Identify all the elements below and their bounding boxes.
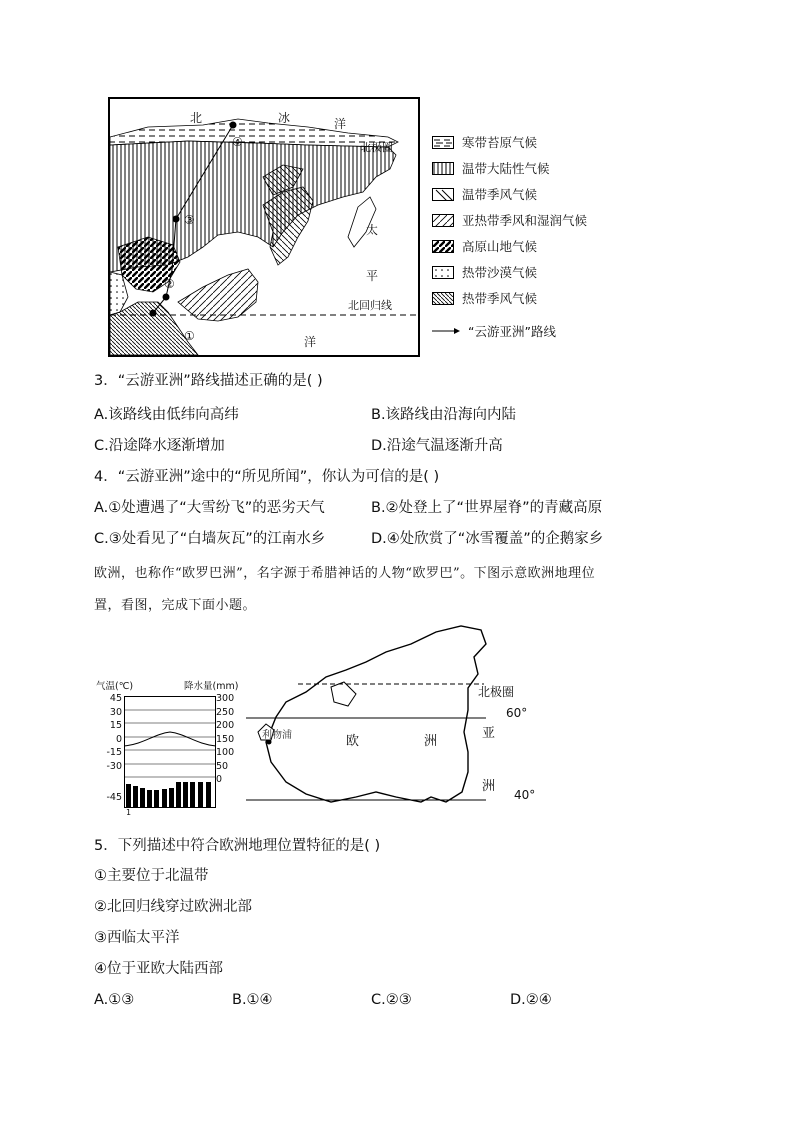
q5-statement-1: ①主要位于北温带 bbox=[94, 868, 209, 884]
legend-item-route bbox=[432, 322, 556, 340]
legend-item-tropical-monsoon bbox=[432, 289, 537, 307]
asia-climate-map bbox=[108, 97, 420, 357]
europe-map-graphic bbox=[236, 622, 546, 822]
q3-option-b[interactable]: B.该路线由沿海向内陆 bbox=[371, 407, 517, 423]
legend-label: 寒带苔原气候 bbox=[462, 135, 538, 150]
slash-pattern-icon bbox=[432, 214, 454, 227]
legend-label: 亚热带季风和湿润气候 bbox=[462, 213, 588, 228]
q3-option-c[interactable]: C.沿途降水逐渐增加 bbox=[94, 438, 225, 454]
legend-label: “云游亚洲”路线 bbox=[468, 324, 556, 339]
x-first-tick: 1 bbox=[126, 808, 132, 817]
tundra-pattern-icon bbox=[432, 136, 454, 149]
legend-item-tundra bbox=[432, 133, 537, 151]
label-tai: 太 bbox=[366, 223, 379, 237]
label-bing: 冰 bbox=[278, 111, 291, 125]
temp-tick: -45 bbox=[106, 792, 122, 803]
label-yang-top: 洋 bbox=[334, 117, 347, 131]
label-ping: 平 bbox=[366, 269, 379, 283]
q5-stem: 5．下列描述中符合欧洲地理位置特征的是( ) bbox=[94, 838, 381, 854]
arctic-circle-label: 北极圈 bbox=[478, 685, 515, 699]
europe-map bbox=[236, 622, 546, 822]
precip-tick: 100 bbox=[216, 747, 235, 758]
q5-option-c[interactable]: C.②③ bbox=[371, 992, 412, 1008]
label-arctic-circle: 北极圈 bbox=[360, 141, 393, 154]
precip-tick: 250 bbox=[216, 706, 235, 718]
q5-option-a[interactable]: A.①③ bbox=[94, 992, 135, 1008]
liverpool-label: 利物浦 bbox=[262, 730, 292, 741]
climate-chart-plot bbox=[124, 696, 216, 808]
q3-option-d[interactable]: D.沿途气温逐渐升高 bbox=[371, 438, 503, 454]
arrow-icon bbox=[432, 326, 460, 336]
temp-tick: 30 bbox=[109, 706, 122, 718]
q5-statement-4: ④位于亚欧大陆西部 bbox=[94, 961, 223, 977]
precip-axis-label: 降水量(mm) bbox=[184, 681, 239, 692]
legend-item-plateau bbox=[432, 237, 537, 255]
temp-axis-label: 气温(℃) bbox=[96, 681, 134, 692]
legend-label: 温带季风气候 bbox=[462, 187, 538, 202]
q4-option-d[interactable]: D.④处欣赏了“冰雪覆盖”的企鹅家乡 bbox=[371, 531, 604, 547]
dots-pattern-icon bbox=[432, 266, 454, 279]
temp-tick: 15 bbox=[109, 720, 122, 731]
zhou-label-2: 洲 bbox=[482, 779, 496, 794]
q4-option-c[interactable]: C.③处看见了“白墙灰瓦”的江南水乡 bbox=[94, 531, 326, 547]
legend-item-desert bbox=[432, 263, 537, 281]
q4-stem: 4．“云游亚洲”途中的“所见所闻”，你认为可信的是( ) bbox=[94, 469, 440, 485]
lat-40-label: 40° bbox=[514, 788, 536, 802]
label-tropic-cancer: 北回归线 bbox=[348, 299, 392, 312]
passage-line-2: 置，看图，完成下面小题。 bbox=[94, 598, 257, 613]
lat-60-label: 60° bbox=[506, 706, 528, 720]
legend-item-temperate-continental bbox=[432, 159, 550, 177]
label-bei: 北 bbox=[190, 111, 203, 125]
q4-option-b[interactable]: B.②处登上了“世界屋脊”的青藏高原 bbox=[371, 500, 603, 516]
temp-ticks bbox=[102, 692, 122, 805]
legend-item-temperate-monsoon bbox=[432, 185, 537, 203]
passage-line-1: 欧洲，也称作“欧罗巴洲”，名字源于希腊神话的人物“欧罗巴”。下图示意欧洲地理位 bbox=[94, 566, 596, 581]
temp-tick: 45 bbox=[109, 693, 122, 704]
precip-tick: 200 bbox=[216, 720, 235, 731]
q3-option-a[interactable]: A.该路线由低纬向高纬 bbox=[94, 407, 239, 423]
thick-slash-pattern-icon bbox=[432, 240, 454, 253]
legend-label: 热带沙漠气候 bbox=[462, 265, 538, 280]
q5-statement-2: ②北回归线穿过欧洲北部 bbox=[94, 899, 252, 915]
temp-tick: -15 bbox=[106, 747, 122, 758]
legend-label: 高原山地气候 bbox=[462, 239, 538, 254]
precip-tick: 0 bbox=[216, 774, 223, 785]
q3-stem: 3．“云游亚洲”路线描述正确的是( ) bbox=[94, 373, 323, 389]
vertical-lines-pattern-icon bbox=[432, 162, 454, 175]
backslash-pattern-icon bbox=[432, 188, 454, 201]
point-3-label: ③ bbox=[184, 213, 195, 227]
ya-label: 亚 bbox=[482, 726, 496, 741]
q4-option-a[interactable]: A.①处遭遇了“大雪纷飞”的恶劣天气 bbox=[94, 500, 325, 516]
q5-statement-3: ③西临太平洋 bbox=[94, 930, 180, 946]
precip-tick: 50 bbox=[216, 760, 229, 772]
precip-tick: 150 bbox=[216, 733, 235, 745]
legend-label: 温带大陆性气候 bbox=[462, 161, 550, 176]
q5-option-b[interactable]: B.①④ bbox=[232, 992, 273, 1008]
point-4-label: ④ bbox=[232, 135, 243, 149]
point-1-label: ① bbox=[184, 329, 195, 343]
point-2-label: ② bbox=[164, 277, 175, 291]
label-yang-bottom: 洋 bbox=[304, 335, 317, 349]
q5-option-d[interactable]: D.②④ bbox=[510, 992, 552, 1008]
zhou-label-1: 洲 bbox=[424, 734, 438, 749]
legend-item-subtropical bbox=[432, 211, 587, 229]
dense-backslash-pattern-icon bbox=[432, 292, 454, 305]
climate-chart bbox=[96, 678, 246, 818]
precip-tick: 300 bbox=[216, 693, 235, 704]
temp-tick: 0 bbox=[115, 733, 122, 745]
ou-label: 欧 bbox=[346, 734, 360, 749]
temp-tick: -30 bbox=[106, 760, 122, 772]
legend-label: 热带季风气候 bbox=[462, 291, 538, 306]
